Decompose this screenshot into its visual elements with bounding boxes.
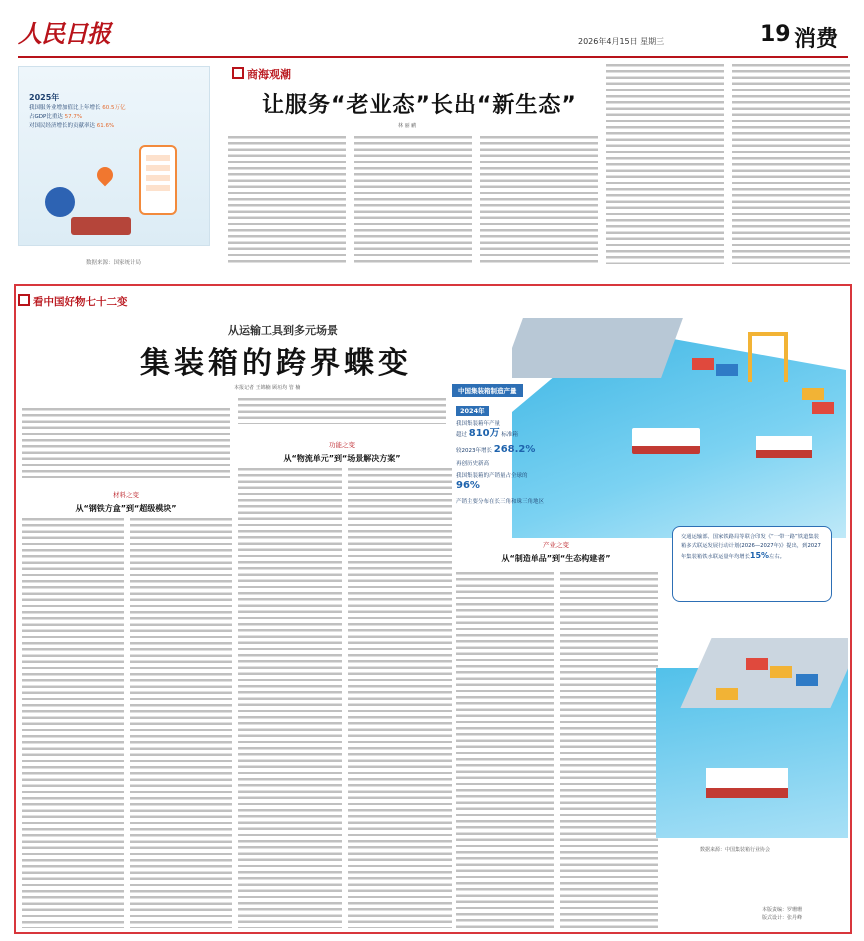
stats-header: 中国集装箱制造产量 [452, 384, 523, 397]
phone-illustration [139, 145, 177, 215]
feature-column [238, 468, 342, 928]
masthead [18, 14, 848, 54]
truck-illustration [71, 217, 131, 235]
top-article-column [606, 64, 724, 264]
stats-row-output: 超过 810万 标准箱 [456, 428, 518, 439]
feature-column [456, 572, 554, 928]
stats-row-label: 我国集装箱年产量 [456, 421, 501, 427]
section-heading-material: 材料之变 从“钢铁方盒”到“超级模块” [75, 491, 177, 513]
stats-row-share: 96% [456, 480, 480, 491]
tree-illustration [45, 187, 75, 217]
top-image-source: 数据来源：国家统计局 [86, 260, 142, 266]
feature-column [560, 572, 658, 928]
location-pin-icon [94, 164, 117, 187]
stats-row-growth: 较2023年增长 268.2% [456, 444, 536, 455]
feature-authors: 本报记者 王锦楠 顾垣均 管 楠 [234, 385, 301, 391]
section-name: 消费 [794, 27, 839, 52]
top-article-kicker: 商海观潮 [232, 66, 291, 82]
top-article-column [354, 136, 472, 264]
port-illustration-lower [656, 628, 848, 838]
feature-kicker: 看中国好物七十二变 [18, 294, 128, 309]
services-graphic-text: 2025年 我国服务业增加值比上年增长 60.5万亿 占GDP比重达 57.7% 对国民经济增长的贡献率达 61.6% [29, 93, 126, 129]
stats-row-share-label: 我国集装箱的产销量占全球的 [456, 473, 528, 479]
top-article-column [732, 64, 850, 264]
top-article-author: 林 丽 鹂 [398, 123, 417, 129]
top-article-title: 让服务“老业态”长出“新生态” [262, 93, 577, 118]
feature-image-source: 数据来源：中国集装箱行业协会 [700, 847, 771, 853]
ship-illustration [632, 428, 700, 454]
page-number: 19 [760, 22, 791, 47]
section-heading-function: 功能之变 从“物流单元”到“场景解决方案” [283, 441, 401, 463]
top-article-column [480, 136, 598, 264]
policy-callout: 交通运输部、国家铁路局等联合印发《“一带一路”铁道集装箱多式联运发展行动计划(2026—2027年)》提出，到2027年集装箱铁水联运量年均增长15%左右。 [672, 526, 832, 602]
issue-date: 2026年4月15日 星期三 [578, 37, 665, 46]
crane-illustration [748, 332, 788, 382]
feature-column [130, 518, 232, 928]
stats-year: 2024年 [456, 406, 489, 416]
feature-intro-cont [238, 398, 446, 424]
ship-illustration [756, 436, 812, 458]
newspaper-logo: 人民日报 [18, 19, 110, 48]
feature-intro [22, 408, 230, 478]
top-article-column [228, 136, 346, 264]
ship-illustration [706, 768, 788, 798]
masthead-rule [18, 56, 848, 58]
feature-column [22, 518, 124, 928]
section-heading-industry: 产业之变 从“制造单品”到“生态构建者” [501, 541, 611, 563]
services-graphic [18, 66, 210, 246]
editor-credits: 本版责编：罗珊珊 版式设计：张丹峰 [762, 907, 803, 921]
stats-row-record: 再创历史新高 [456, 461, 490, 467]
feature-subtitle: 从运输工具到多元场景 [228, 324, 338, 337]
feature-column [348, 468, 452, 928]
stats-row-distribution: 产销主要分布在长三角和珠三角地区 [456, 499, 545, 505]
feature-title: 集装箱的跨界蝶变 [140, 346, 412, 381]
container-stats-panel [452, 384, 612, 514]
